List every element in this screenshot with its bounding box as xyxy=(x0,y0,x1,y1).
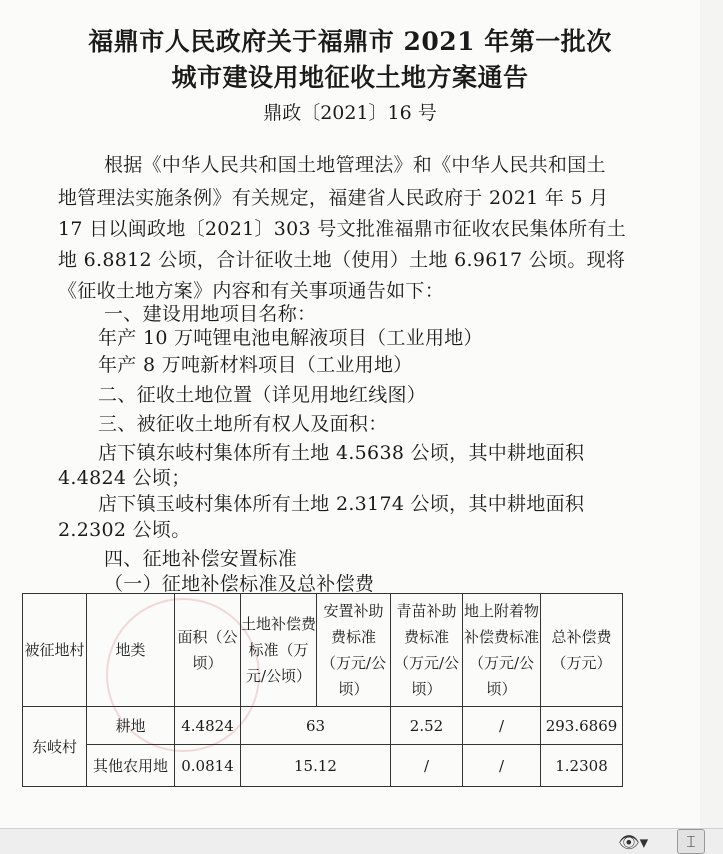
compensation-table xyxy=(22,593,623,787)
bottom-toolbar xyxy=(0,828,723,854)
total-cell: 1.2308 xyxy=(541,745,623,787)
type-cell: 其他农用地 xyxy=(87,745,175,787)
attachment-cell: / xyxy=(463,707,541,745)
section-heading: （一）征地补偿标准及总补偿费 xyxy=(104,573,375,595)
header-total: 总补偿费（万元） xyxy=(541,594,623,707)
header-attachment: 地上附着物补偿费标准（万元/公顷） xyxy=(463,594,541,707)
body-line: 《征收土地方案》内容和有关事项通告如下： xyxy=(58,280,445,302)
body-line: 年产 10 万吨锂电池电解液项目（工业用地） xyxy=(98,327,483,349)
table-row xyxy=(23,707,623,745)
header-type: 地类 xyxy=(87,594,175,707)
document-title-line-2: 城市建设用地征收土地方案通告 xyxy=(171,63,529,92)
body-line: 地管理法实施条例》有关规定，福建省人民政府于 2021 年 5 月 xyxy=(58,187,609,209)
crop-cell: 2.52 xyxy=(391,707,463,745)
header-village: 被征地村 xyxy=(23,594,87,707)
attachment-cell: / xyxy=(463,745,541,787)
combined-standard-cell: 15.12 xyxy=(241,745,391,787)
header-area: 面积（公顷） xyxy=(175,594,241,707)
layout-icon[interactable]: ⌶ xyxy=(677,829,705,854)
combined-standard-cell: 63 xyxy=(241,707,391,745)
body-line: 17 日以闽政地〔2021〕303 号文批准福鼎市征收农民集体所有土 xyxy=(58,218,627,240)
table-row xyxy=(23,745,623,787)
eye-icon[interactable]: 👁▾ xyxy=(618,833,649,853)
section-heading: 一、建设用地项目名称： xyxy=(104,303,317,325)
crop-cell: / xyxy=(391,745,463,787)
type-cell: 耕地 xyxy=(87,707,175,745)
body-line: 地 6.8812 公顷，合计征收土地（使用）土地 6.9617 公顷。现将 xyxy=(58,249,626,271)
header-resettlement: 安置补助费标准（万元/公顷） xyxy=(317,594,391,707)
table-header-row xyxy=(23,594,623,707)
document-number: 鼎政〔2021〕16 号 xyxy=(263,102,437,124)
body-line: 年产 8 万吨新材料项目（工业用地） xyxy=(98,354,413,376)
total-cell: 293.6869 xyxy=(541,707,623,745)
village-cell: 东岐村 xyxy=(23,707,87,787)
header-land-compensation: 土地补偿费标准（万元/公顷） xyxy=(241,594,317,707)
body-line: 店下镇东岐村集体所有土地 4.5638 公顷，其中耕地面积 xyxy=(98,442,585,464)
area-cell: 0.0814 xyxy=(175,745,241,787)
section-heading: 四、征地补偿安置标准 xyxy=(104,548,298,570)
header-crop: 青苗补助费标准（万元/公顷） xyxy=(391,594,463,707)
document-title-line-1: 福鼎市人民政府关于福鼎市 2021 年第一批次 xyxy=(88,27,612,56)
body-line: 店下镇玉岐村集体所有土地 2.3174 公顷，其中耕地面积 xyxy=(98,493,585,515)
body-line: 根据《中华人民共和国土地管理法》和《中华人民共和国土 xyxy=(104,154,606,176)
area-cell: 4.4824 xyxy=(175,707,241,745)
section-heading: 三、被征收土地所有权人及面积： xyxy=(98,413,388,435)
body-line: 4.4824 公顷； xyxy=(58,467,191,489)
section-heading: 二、征收土地位置（详见用地红线图） xyxy=(98,384,427,406)
body-line: 2.2302 公顷。 xyxy=(58,519,191,541)
